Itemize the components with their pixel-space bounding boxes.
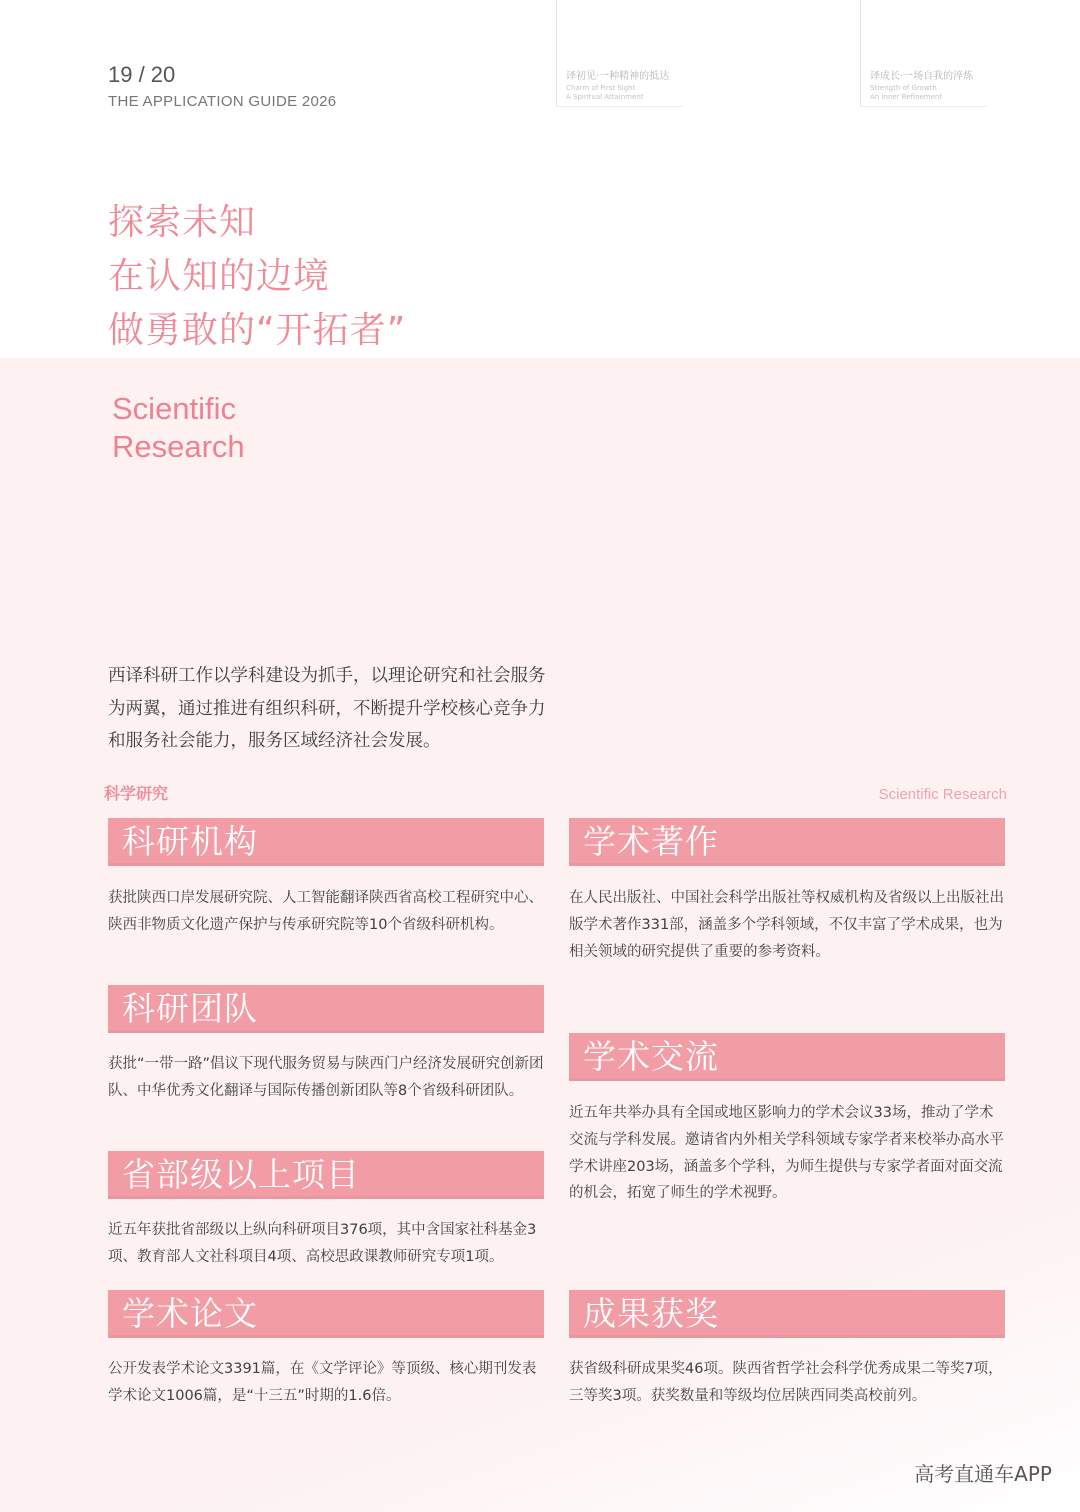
heading-bar-projects [108,1151,544,1199]
nav-tab-growth[interactable] [860,0,988,107]
nav-tab-en-sublabel: An Inner Refinement [870,93,943,101]
page-number: 19 / 20 [108,62,176,87]
heading-text: 学术著作 [583,822,719,861]
headline-line: 做勇敢的“开拓者” [108,310,407,351]
heading-text: 省部级以上项目 [122,1155,360,1194]
heading-text: 学术论文 [122,1294,258,1333]
heading-text: 成果获奖 [583,1294,719,1333]
heading-bar-papers [108,1290,544,1338]
english-title-line: Scientific [112,391,237,426]
heading-bar-academic-works [569,818,1005,866]
app-watermark: 高考直通车APP [914,1462,1052,1486]
research-teams-text: 获批“一带一路”倡议下现代服务贸易与陕西门户经济发展研究创新团队、中华优秀文化翻译与国际传播创新团队等8个省级科研团队。 [108,1056,544,1099]
heading-bar-academic-exchange [569,1033,1005,1081]
nav-tab-en-label: Charm of First Sight [566,84,636,92]
nav-tab-first-sight[interactable] [556,0,684,107]
headline-line: 在认知的边境 [108,256,331,297]
nav-tab-cn-label: 译初见·一种精神的抵达 [566,71,670,82]
nav-tab-en-sublabel: A Spiritual Attainment [566,93,644,101]
heading-bar-research-teams [108,985,544,1033]
heading-text: 学术交流 [583,1037,719,1076]
heading-bar-research-institutes [108,818,544,866]
projects-text: 近五年获批省部级以上纵向科研项目376项，其中含国家社科基金3项、教育部人文社科项目4项、高校思政课教师研究专项1项。 [108,1222,537,1265]
nav-tab-cn-label: 译成长·一场自我的淬炼 [870,71,974,82]
research-institutes-text: 获批陕西口岸发展研究院、人工智能翻译陕西省高校工程研究中心、陕西非物质文化遗产保护与传承研究院等10个省级科研机构。 [108,890,543,933]
headline [108,196,406,358]
intro-paragraph: 西译科研工作以学科建设为抓手，以理论研究和社会服务为两翼，通过推进有组织科研，不断提升学校核心竞争力和服务社会能力，服务区域经济社会发展。 [108,666,546,751]
academic-exchange-text: 近五年共举办具有全国或地区影响力的学术会议33场，推动了学术交流与学科发展。邀请省内外相关学科领域专家学者来校举办高水平学术讲座203场，涵盖多个学科，为师生提供与专家学者面对面交流的机会，拓宽了师生的学术视野。 [569,1105,1004,1202]
headline-line: 探索未知 [108,202,257,243]
guide-title: THE APPLICATION GUIDE 2026 [108,93,337,110]
heading-text: 科研团队 [122,989,258,1028]
nav-tab-en-label: Strength of Growth [870,84,937,92]
academic-works-text: 在人民出版社、中国社会科学出版社等权威机构及省级以上出版社出版学术著作331部，涵盖多个学科领域，不仅丰富了学术成果，也为相关领域的研究提供了重要的参考资料。 [569,890,1004,960]
english-title [112,390,245,466]
section-title-cn: 科学研究 [104,784,169,803]
papers-text: 公开发表学术论文3391篇，在《文学评论》等顶级、核心期刊发表学术论文1006篇，是“十三五”时期的1.6倍。 [108,1361,537,1404]
heading-bar-awards [569,1290,1005,1338]
awards-text: 获省级科研成果奖46项。陕西省哲学社会科学优秀成果二等奖7项，三等奖3项。获奖数量和等级均位居陕西同类高校前列。 [569,1361,1003,1404]
english-title-line: Research [112,429,245,464]
heading-text: 科研机构 [122,822,258,861]
section-title-en: Scientific Research [878,786,1007,803]
